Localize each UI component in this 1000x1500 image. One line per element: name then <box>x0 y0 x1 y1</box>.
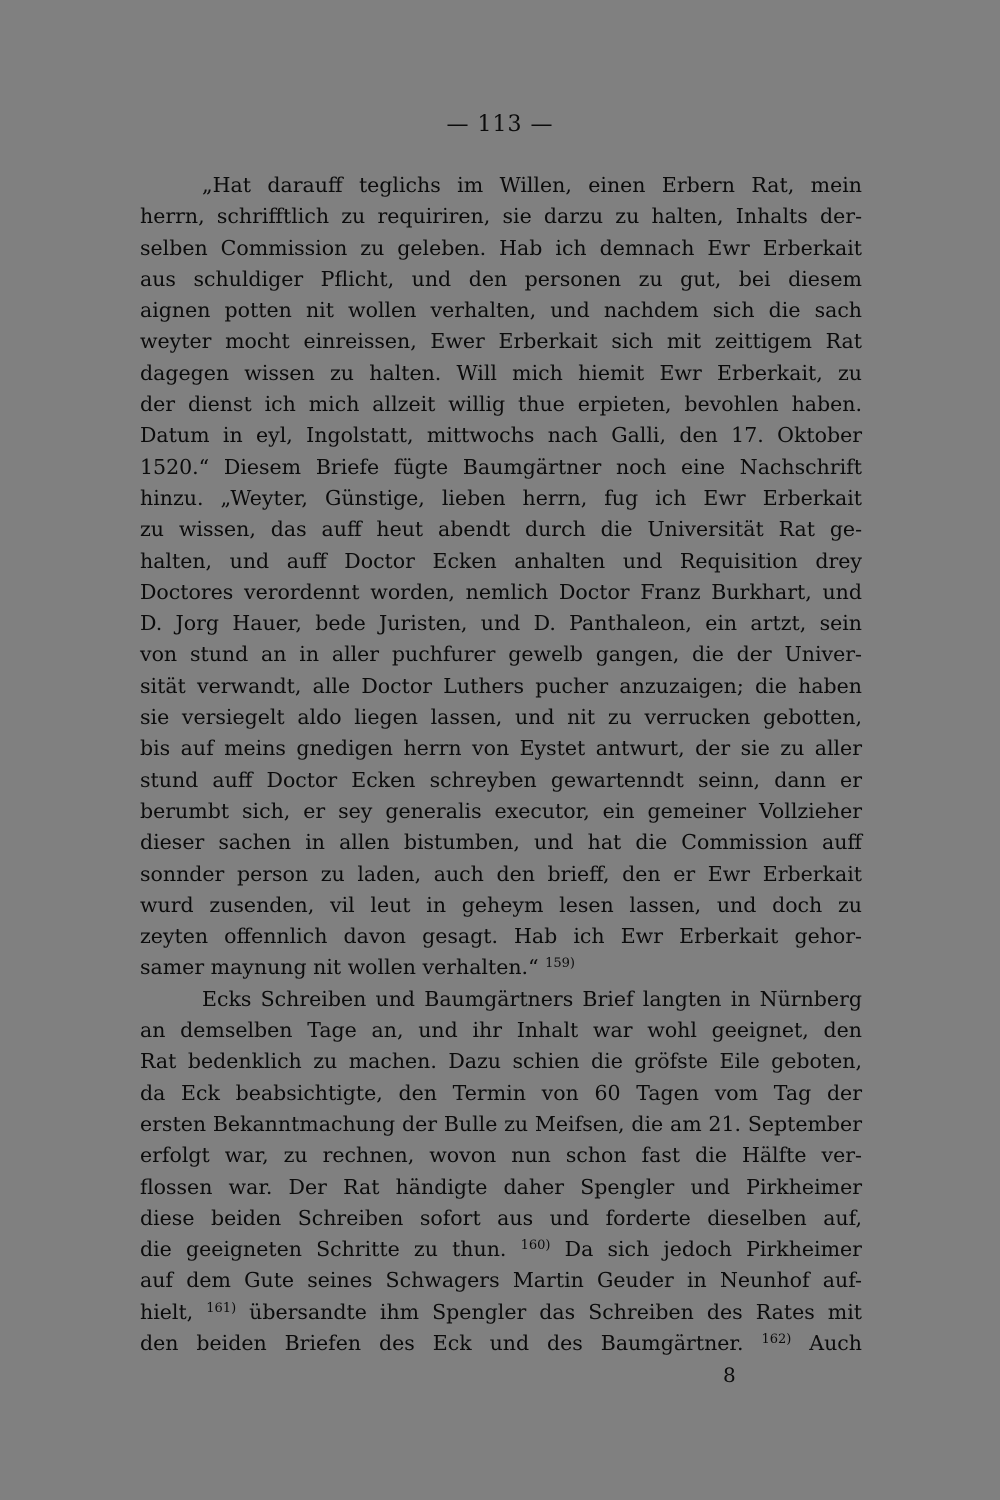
text-line <box>140 733 862 764</box>
text-line <box>140 201 862 232</box>
text-line <box>140 483 862 514</box>
line-text: erfolgt war, zu rechnen, wovon nun schon fast die Hälfte ver- <box>140 1143 862 1168</box>
text-line <box>140 608 862 639</box>
text-line <box>140 295 862 326</box>
text-line <box>140 639 862 670</box>
line-text: den beiden Briefen des Eck und des Baumgärtner. <box>140 1330 744 1355</box>
line-text: flossen war. Der Rat händigte daher Spengler und Pirkheimer <box>140 1174 862 1199</box>
text-line <box>140 1078 862 1109</box>
line-text: samer maynung nit wollen verhalten.“ <box>140 955 539 980</box>
line-text: wurd zusenden, vil leut in geheym lesen lassen, und doch zu <box>140 892 862 917</box>
signature-mark: 8 <box>723 1363 736 1387</box>
line-text: Datum in eyl, Ingolstatt, mittwochs nach Galli, den 17. Oktober <box>140 423 862 448</box>
line-text: Ecks Schreiben und Baumgärtners Brief langten in Nürnberg <box>202 986 862 1011</box>
page-number: — 113 — <box>446 112 554 137</box>
line-text: ersten Bekanntmachung der Bulle zu Meifsen, die am 21. September <box>140 1111 862 1136</box>
line-text: von stund an in aller puchfurer gewelb gangen, die der Univer- <box>140 642 862 667</box>
line-text: D. Jorg Hauer, bede Juristen, und D. Panthaleon, ein artzt, sein <box>140 611 862 636</box>
text-line <box>140 420 862 451</box>
line-text: hielt, <box>140 1299 194 1324</box>
body-text <box>140 170 862 1359</box>
line-text: selben Commission zu geleben. Hab ich demnach Ewr Erberkait <box>140 235 862 260</box>
footnote-ref: 160) <box>520 1238 551 1254</box>
text-line <box>140 1265 862 1296</box>
text-line <box>140 984 862 1015</box>
line-text: aignen potten nit wollen verhalten, und nachdem sich die sach <box>140 298 862 323</box>
text-line <box>140 1172 862 1203</box>
line-text: dieser sachen in allen bistumben, und hat die Commission auff <box>140 830 862 855</box>
text-line <box>140 1046 862 1077</box>
text-line <box>140 890 862 921</box>
text-line <box>140 1140 862 1171</box>
line-text: diese beiden Schreiben sofort aus und forderte dieselben auf, <box>140 1205 862 1230</box>
text-line <box>140 796 862 827</box>
text-line <box>140 1203 862 1234</box>
text-line <box>140 765 862 796</box>
text-line <box>140 326 862 357</box>
line-text: „Hat darauff teglichs im Willen, einen Erbern Rat, mein <box>202 173 862 197</box>
footnote-ref: 162) <box>761 1331 792 1347</box>
line-text: Rat bedenklich zu machen. Dazu schien die gröfste Eile geboten, <box>140 1049 862 1074</box>
line-text: der dienst ich mich allzeit willig thue erpieten, bevohlen haben. <box>140 392 862 417</box>
line-text: Doctores verordennt worden, nemlich Doctor Franz Burkhart, und <box>140 579 862 604</box>
text-line <box>140 921 862 952</box>
text-line <box>140 389 862 420</box>
line-text: sonnder person zu laden, auch den brieff, den er Ewr Erberkait <box>140 861 862 886</box>
text-line <box>140 827 862 858</box>
text-line <box>140 233 862 264</box>
line-text-continued: Auch <box>791 1330 862 1355</box>
line-text: sität verwandt, alle Doctor Luthers pucher anzuzaigen; die haben <box>140 673 862 698</box>
line-text: die geeigneten Schritte zu thun. <box>140 1237 507 1262</box>
text-line <box>140 264 862 295</box>
text-line <box>140 1234 862 1265</box>
line-text: auf dem Gute seines Schwagers Martin Geuder in Neunhof auf- <box>140 1268 862 1293</box>
line-text: weyter mocht einreissen, Ewer Erberkait sich mit zeittigem Rat <box>140 329 862 354</box>
text-line <box>140 952 862 983</box>
text-line <box>140 1297 862 1328</box>
text-line <box>140 514 862 545</box>
line-text: berumbt sich, er sey generalis executor, ein gemeiner Vollzieher <box>140 798 862 823</box>
footnote-ref: 159) <box>545 956 575 972</box>
line-text: an demselben Tage an, und ihr Inhalt war wohl geeignet, den <box>140 1018 862 1043</box>
line-text: sie versiegelt aldo liegen lassen, und nit zu verrucken gebotten, <box>140 705 862 730</box>
text-line <box>140 577 862 608</box>
line-text: bis auf meins gnedigen herrn von Eystet antwurt, der sie zu aller <box>140 736 862 761</box>
line-text: herrn, schrifftlich zu requiriren, sie darzu zu halten, Inhalts der- <box>140 204 862 229</box>
line-text: dagegen wissen zu halten. Will mich hiemit Ewr Erberkait, zu <box>140 360 862 385</box>
text-line <box>140 1328 862 1359</box>
footnote-ref: 161) <box>206 1300 237 1316</box>
line-text: stund auff Doctor Ecken schreyben gewartenndt seinn, dann er <box>140 767 862 792</box>
text-line <box>140 702 862 733</box>
line-text: hinzu. „Weyter, Günstige, lieben herrn, fug ich Ewr Erberkait <box>140 485 862 510</box>
line-text: zeyten offennlich davon gesagt. Hab ich Ewr Erberkait gehor- <box>140 924 862 949</box>
text-line <box>140 1015 862 1046</box>
text-line <box>140 452 862 483</box>
text-line <box>140 546 862 577</box>
line-text: zu wissen, das auff heut abendt durch die Universität Rat ge- <box>140 517 862 542</box>
text-line <box>140 671 862 702</box>
line-text: da Eck beabsichtigte, den Termin von 60 Tagen vom Tag der <box>140 1080 862 1105</box>
line-text: aus schuldiger Pflicht, und den personen zu gut, bei diesem <box>140 266 862 291</box>
text-line <box>140 170 862 201</box>
line-text: 1520.“ Diesem Briefe fügte Baumgärtner noch eine Nachschrift <box>140 454 862 479</box>
text-line <box>140 859 862 890</box>
line-text: halten, und auff Doctor Ecken anhalten und Requisition drey <box>140 548 862 573</box>
line-text-continued: übersandte ihm Spengler das Schreiben des Rates mit <box>236 1299 862 1324</box>
text-line <box>140 1109 862 1140</box>
line-text-continued: Da sich jedoch Pirkheimer <box>550 1237 862 1262</box>
text-line <box>140 358 862 389</box>
